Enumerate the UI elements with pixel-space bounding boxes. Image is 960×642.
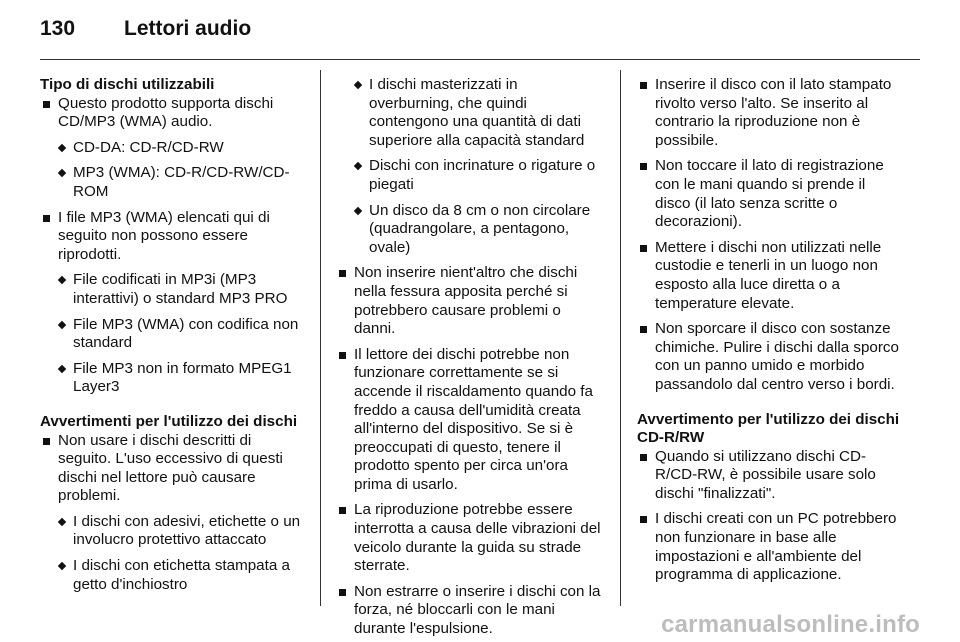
- bullet-item: Il lettore dei dischi potrebbe non funzionare correttamente se si accende il riscaldamento quando fa freddo a causa dell'umidità creata all'interno del dispositivo. Se si è preoccupati di questo, tenere il prodotto spento per circa un'ora prima di usarlo.: [336, 346, 604, 495]
- sub-bullet-item: Dischi con incrinature o rigature o piegati: [336, 157, 604, 194]
- diamond-bullet-icon: [58, 169, 66, 177]
- square-bullet-icon: [339, 507, 346, 514]
- sub-bullet-item: File codificati in MP3i (MP3 interattivi) o standard MP3 PRO: [40, 271, 304, 308]
- bullet-item: Non usare i dischi descritti di seguito. L'uso eccessivo di questi dischi nel lettore può causare problemi.: [40, 432, 304, 506]
- column-2: [336, 76, 604, 639]
- diamond-bullet-icon: [354, 81, 362, 89]
- diamond-bullet-icon: [58, 562, 66, 570]
- column-1: [40, 76, 304, 594]
- square-bullet-icon: [43, 215, 50, 222]
- square-bullet-icon: [640, 163, 647, 170]
- sub-bullet-item: CD-DA: CD-R/CD-RW: [40, 139, 304, 158]
- bullet-item: Non inserire nient'altro che dischi nella fessura apposita perché si potrebbero causare problemi o danni.: [336, 264, 604, 338]
- bullet-item: I file MP3 (WMA) elencati qui di seguito non possono essere riprodotti.: [40, 209, 304, 265]
- square-bullet-icon: [640, 245, 647, 252]
- square-bullet-icon: [640, 326, 647, 333]
- square-bullet-icon: [43, 101, 50, 108]
- column-divider: [320, 70, 321, 606]
- square-bullet-icon: [339, 589, 346, 596]
- column-divider: [620, 70, 621, 606]
- diamond-bullet-icon: [58, 276, 66, 284]
- diamond-bullet-icon: [354, 206, 362, 214]
- bullet-item: Mettere i dischi non utilizzati nelle custodie e tenerli in un luogo non esposto alla luce diretta o a temperature elevate.: [637, 239, 901, 313]
- page-title: Lettori audio: [124, 17, 252, 40]
- sub-bullet-item: MP3 (WMA): CD-R/CD-RW/CD-ROM: [40, 164, 304, 201]
- sub-bullet-item: File MP3 (WMA) con codifica non standard: [40, 316, 304, 353]
- square-bullet-icon: [339, 270, 346, 277]
- square-bullet-icon: [43, 438, 50, 445]
- square-bullet-icon: [640, 82, 647, 89]
- bullet-item: Quando si utilizzano dischi CD-R/CD-RW, è possibile usare solo dischi "finalizzati".: [637, 448, 901, 504]
- diamond-bullet-icon: [58, 518, 66, 526]
- bullet-item: La riproduzione potrebbe essere interrotta a causa delle vibrazioni del veicolo durante la guida su strade sterrate.: [336, 501, 604, 575]
- square-bullet-icon: [339, 352, 346, 359]
- column-3: [637, 76, 901, 585]
- watermark: carmanualsonline.info: [661, 611, 920, 638]
- bullet-item: I dischi creati con un PC potrebbero non funzionare in base alle impostazioni e all'ambiente del programma di applicazione.: [637, 510, 901, 584]
- bullet-item: Non toccare il lato di registrazione con le mani quando si prende il disco (il lato senza scritte o decorazioni).: [637, 157, 901, 231]
- bullet-item: Non estrarre o inserire i dischi con la forza, né bloccarli con le mani durante l'espulsione.: [336, 583, 604, 639]
- section-heading: Avvertimenti per l'utilizzo dei dischi: [40, 412, 298, 430]
- square-bullet-icon: [640, 454, 647, 461]
- bullet-item: Inserire il disco con il lato stampato rivolto verso l'alto. Se inserito al contrario la riproduzione non è possibile.: [637, 76, 901, 150]
- diamond-bullet-icon: [58, 320, 66, 328]
- diamond-bullet-icon: [58, 364, 66, 372]
- header-rule: [40, 59, 920, 60]
- sub-bullet-item: Un disco da 8 cm o non circolare (quadrangolare, a pentagono, ovale): [336, 202, 604, 258]
- square-bullet-icon: [640, 516, 647, 523]
- section-heading: Tipo di dischi utilizzabili: [40, 76, 215, 93]
- bullet-item: Non sporcare il disco con sostanze chimiche. Pulire i dischi dalla sporco con un panno umido e morbido passandolo dal centro verso i bordi.: [637, 320, 901, 394]
- sub-bullet-item: I dischi masterizzati in overburning, che quindi contengono una quantità di dati superiore alla capacità standard: [336, 76, 604, 150]
- sub-bullet-item: I dischi con adesivi, etichette o un involucro protettivo attaccato: [40, 513, 304, 550]
- sub-bullet-item: File MP3 non in formato MPEG1 Layer3: [40, 360, 304, 397]
- sub-bullet-item: I dischi con etichetta stampata a getto d'inchiostro: [40, 557, 304, 594]
- page-number: 130: [40, 17, 76, 40]
- bullet-item: Questo prodotto supporta dischi CD/MP3 (WMA) audio.: [40, 95, 304, 132]
- diamond-bullet-icon: [58, 144, 66, 152]
- diamond-bullet-icon: [354, 162, 362, 170]
- page-header: [40, 14, 920, 46]
- section-heading: Avvertimento per l'utilizzo dei dischi CD-R/RW: [637, 410, 900, 447]
